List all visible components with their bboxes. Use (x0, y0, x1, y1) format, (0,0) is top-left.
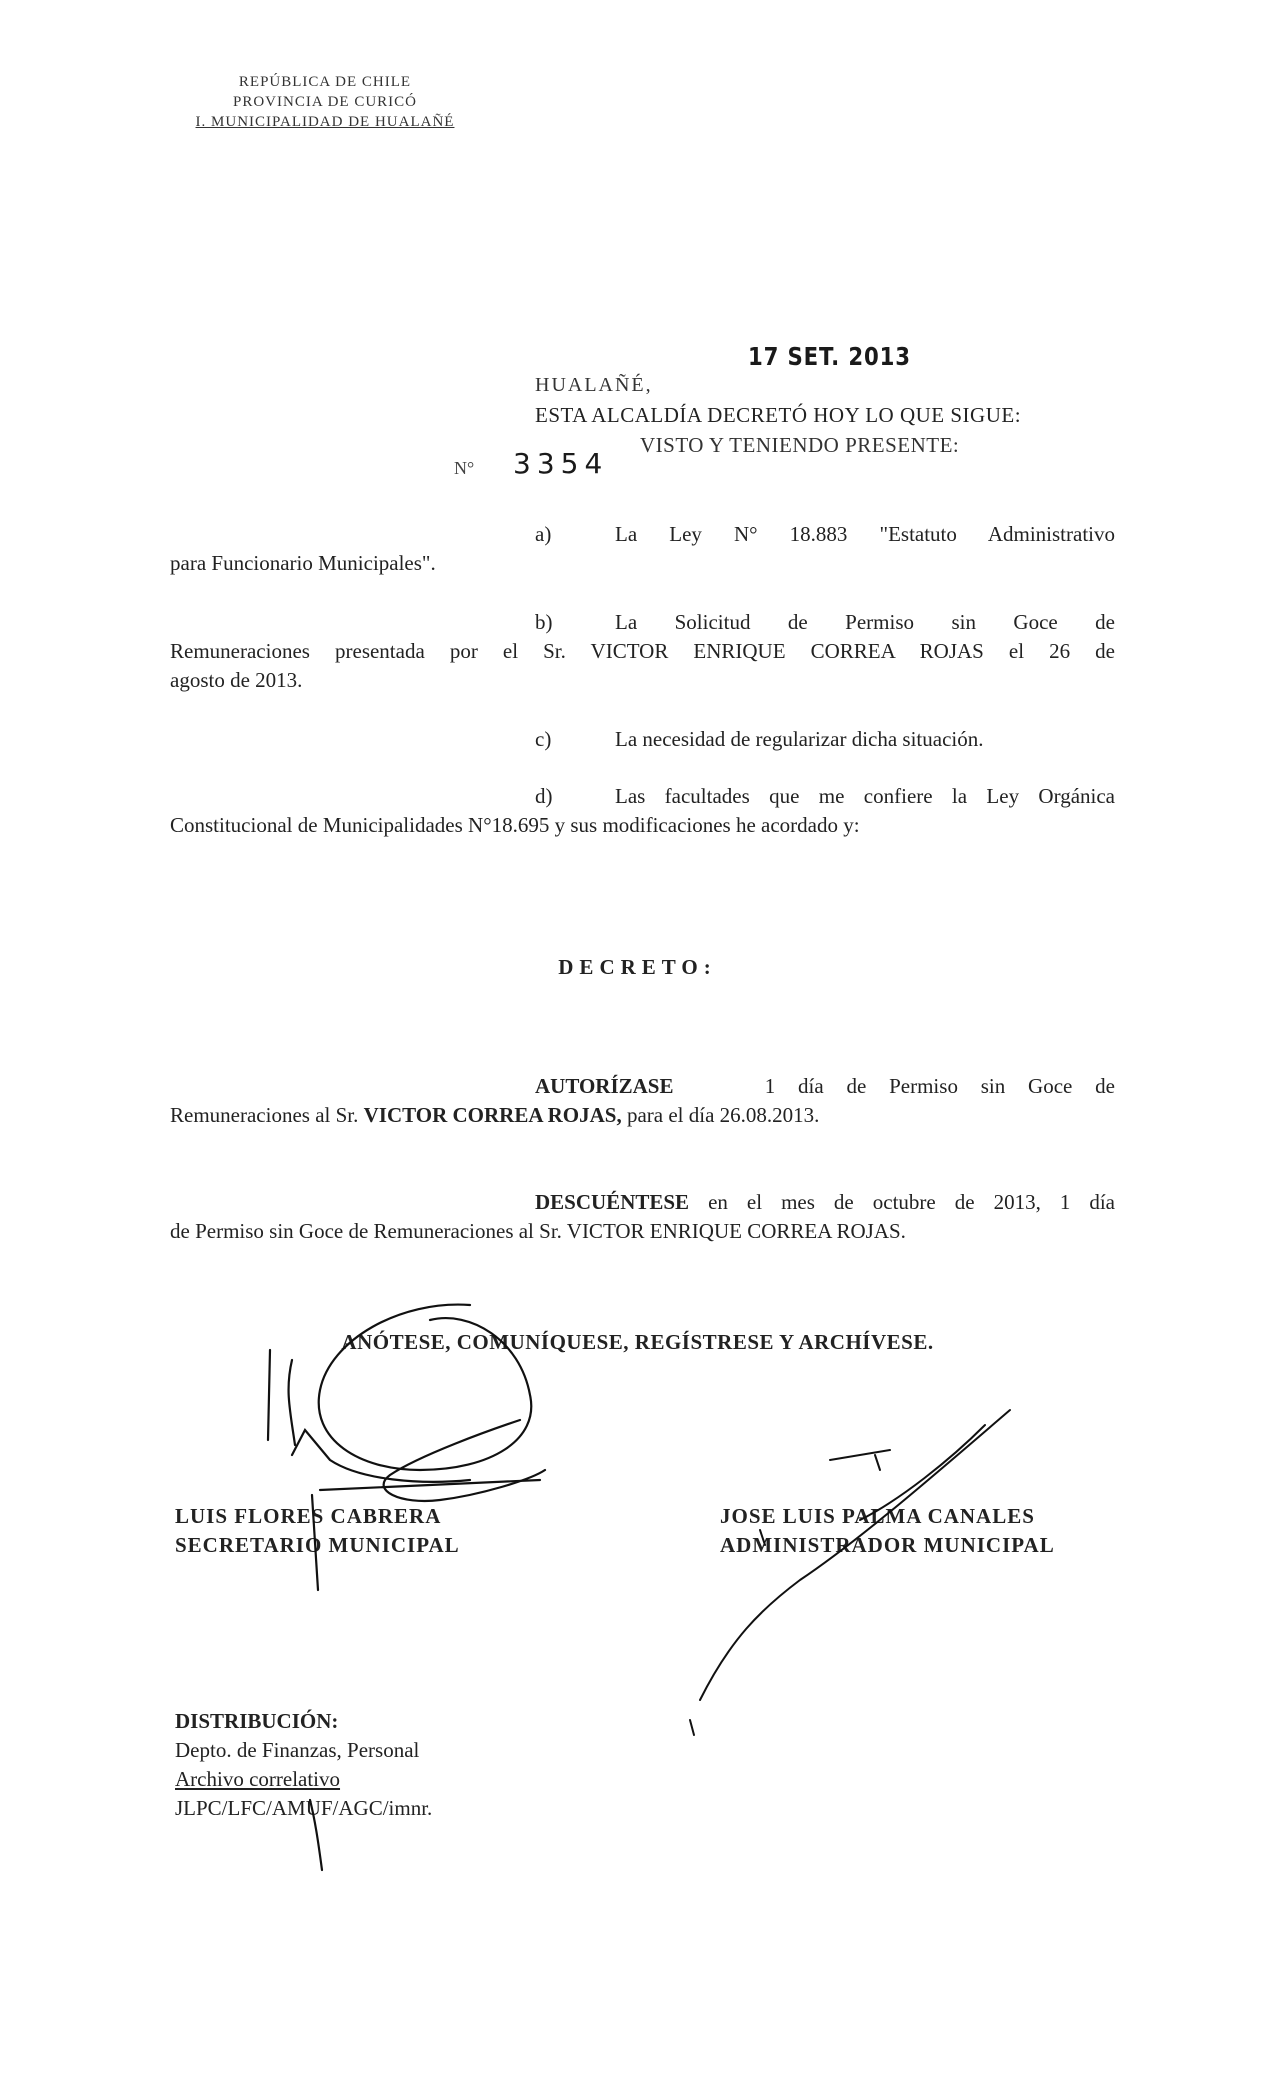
distribution-initials: JLPC/LFC/AMUF/AGC/imnr. (175, 1796, 433, 1820)
consideration-text: La Ley N° 18.883 "Estatuto Administrativo (615, 522, 1115, 546)
date-stamp: 17 SET. 2013 (748, 342, 911, 371)
resolution-text: en el mes de octubre de 2013, 1 día (708, 1190, 1115, 1214)
resolution-text: Remuneraciones al Sr. (170, 1103, 359, 1127)
consideration-text: La necesidad de regularizar dicha situación. (615, 727, 984, 751)
signatory-title: SECRETARIO MUNICIPAL (175, 1533, 460, 1557)
resolution-lead: AUTORÍZASE (535, 1074, 674, 1098)
consideration-text: para Funcionario Municipales". (170, 551, 436, 575)
letterhead-municipality: I. MUNICIPALIDAD DE HUALAÑÉ (195, 114, 455, 130)
consideration-text: Constitucional de Municipalidades N°18.695 y sus modificaciones he acordado y: (170, 813, 860, 837)
letterhead-country: REPÚBLICA DE CHILE (238, 74, 412, 90)
resolution-lead: DESCUÉNTESE (535, 1190, 690, 1214)
signatory-name: JOSE LUIS PALMA CANALES (720, 1504, 1035, 1528)
intro-line-2: VISTO Y TENIENDO PRESENTE: (640, 433, 960, 457)
resolution-text: de Permiso sin Goce de Remuneraciones al Sr. VICTOR ENRIQUE CORREA ROJAS. (170, 1219, 906, 1243)
consideration-text: Las facultades que me confiere la Ley Orgánica (615, 784, 1115, 808)
signature-secretary-ink (268, 1305, 545, 1870)
signatory-name: LUIS FLORES CABRERA (175, 1504, 442, 1528)
closing-formula: ANÓTESE, COMUNÍQUESE, REGÍSTRESE Y ARCHÍVESE. (341, 1330, 934, 1354)
consideration-label: b) (535, 610, 553, 634)
decree-title: DECRETO: (558, 955, 717, 979)
consideration-label: d) (535, 784, 553, 808)
resolution-text: para el día 26.08.2013. (626, 1103, 820, 1127)
consideration-label: c) (535, 727, 552, 751)
resolution-text: 1 día de Permiso sin Goce de (764, 1074, 1115, 1098)
decree-number: 3354 (513, 447, 609, 480)
letterhead-province: PROVINCIA DE CURICÓ (232, 94, 417, 110)
consideration-label: a) (535, 522, 552, 546)
distribution-line: Depto. de Finanzas, Personal (175, 1738, 420, 1762)
decree-number-prefix: N° (454, 458, 475, 478)
consideration-text: La Solicitud de Permiso sin Goce de (615, 610, 1115, 634)
distribution-heading: DISTRIBUCIÓN: (175, 1709, 339, 1733)
place-name: HUALAÑÉ, (535, 374, 653, 396)
signatory-title: ADMINISTRADOR MUNICIPAL (720, 1533, 1055, 1557)
intro-line-1: ESTA ALCALDÍA DECRETÓ HOY LO QUE SIGUE: (535, 403, 1022, 427)
distribution-line: Archivo correlativo (175, 1767, 341, 1791)
consideration-text: agosto de 2013. (170, 668, 303, 692)
consideration-text: Remuneraciones presentada por el Sr. VICTOR ENRIQUE CORREA ROJAS el 26 de (170, 639, 1115, 663)
employee-name: VICTOR CORREA ROJAS, (363, 1103, 622, 1127)
signature-administrator-ink (690, 1410, 1010, 1735)
